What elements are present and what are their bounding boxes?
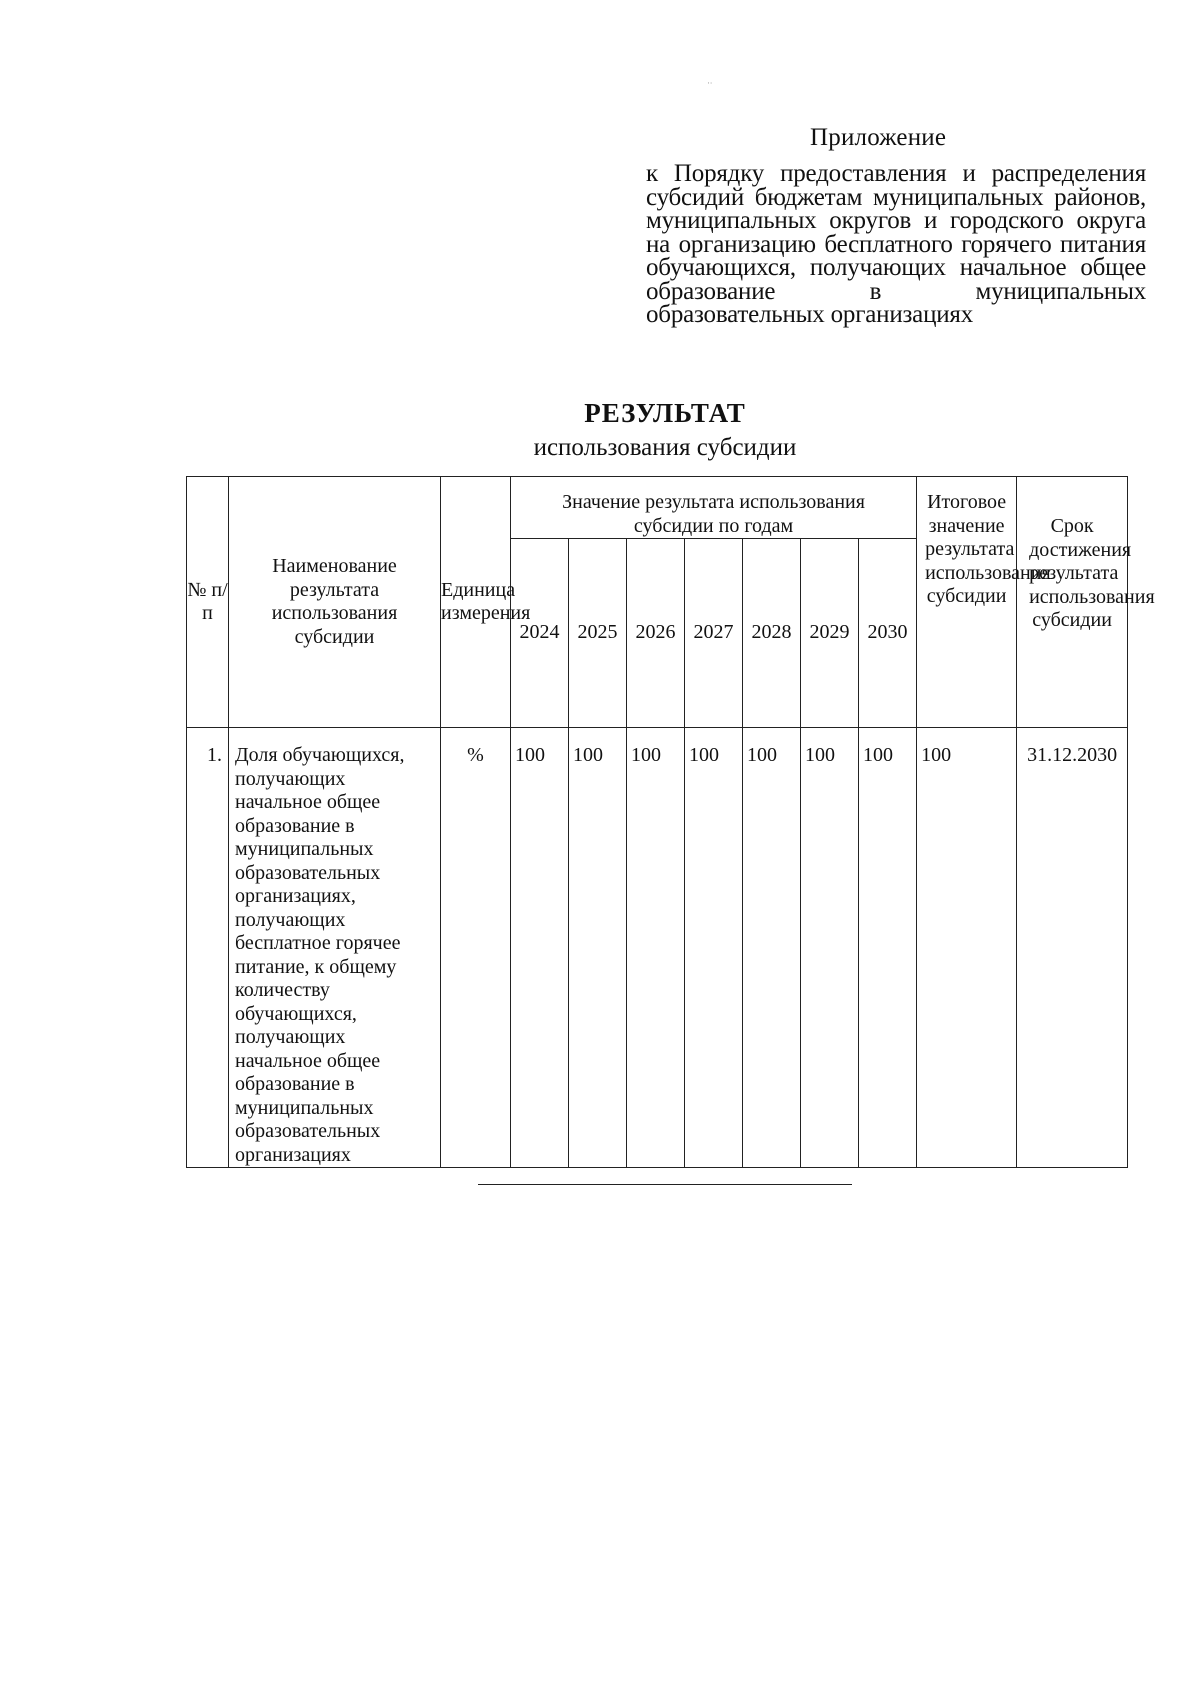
row-value: 100: [743, 728, 801, 1168]
row-deadline: 31.12.2030: [1017, 728, 1128, 1168]
row-value: 100: [569, 728, 627, 1168]
header-year: 2025: [569, 539, 627, 728]
document-subtitle: использования субсидии: [533, 434, 797, 461]
header-year: 2027: [685, 539, 743, 728]
header-name: Наименование результата использования субсидии: [229, 477, 441, 728]
row-value: 100: [801, 728, 859, 1168]
header-row-top: [187, 477, 1128, 539]
row-value: 100: [627, 728, 685, 1168]
header-number: № п/п: [187, 477, 229, 728]
header-year: 2026: [627, 539, 685, 728]
results-table: [186, 476, 1155, 1168]
table-row: [187, 728, 1128, 1168]
row-total: 100: [917, 728, 1017, 1168]
appendix-title: Приложение: [810, 124, 947, 151]
header-year: 2024: [511, 539, 569, 728]
row-unit: %: [441, 728, 511, 1168]
header-year: 2030: [859, 539, 917, 728]
row-name: Доля обучающихся, получающих начальное общее образование в муниципальных образовательных организациях, получающих бесплатное горячее питание, к общему количеству обучающихся, получающих начальное общее образование в муниципальных образовательных организациях: [229, 728, 441, 1168]
row-value: 100: [685, 728, 743, 1168]
header-total: Итоговое значение результата использования субсидии: [917, 477, 1017, 728]
closing-rule: [478, 1184, 852, 1185]
header-year: 2028: [743, 539, 801, 728]
row-number: 1.: [187, 728, 229, 1168]
document-title: РЕЗУЛЬТАТ: [584, 398, 746, 428]
row-value: 100: [859, 728, 917, 1168]
header-year: 2029: [801, 539, 859, 728]
header-values-group: Значение результата использования субсидии по годам: [511, 477, 917, 539]
header-unit: Единица измерения: [441, 477, 511, 728]
row-value: 100: [511, 728, 569, 1168]
header-deadline: Срок достижения результата использования субсидии: [1017, 477, 1128, 728]
scan-speck: ·∙: [707, 78, 713, 88]
appendix-reference: к Порядку предоставления и распределения субсидий бюджетам муниципальных районов, муниципальных округов и городского округа на организацию бесплатного горячего питания обучающихся, получающих начальное общее образование в муниципальных образовательных организациях: [646, 160, 1146, 328]
